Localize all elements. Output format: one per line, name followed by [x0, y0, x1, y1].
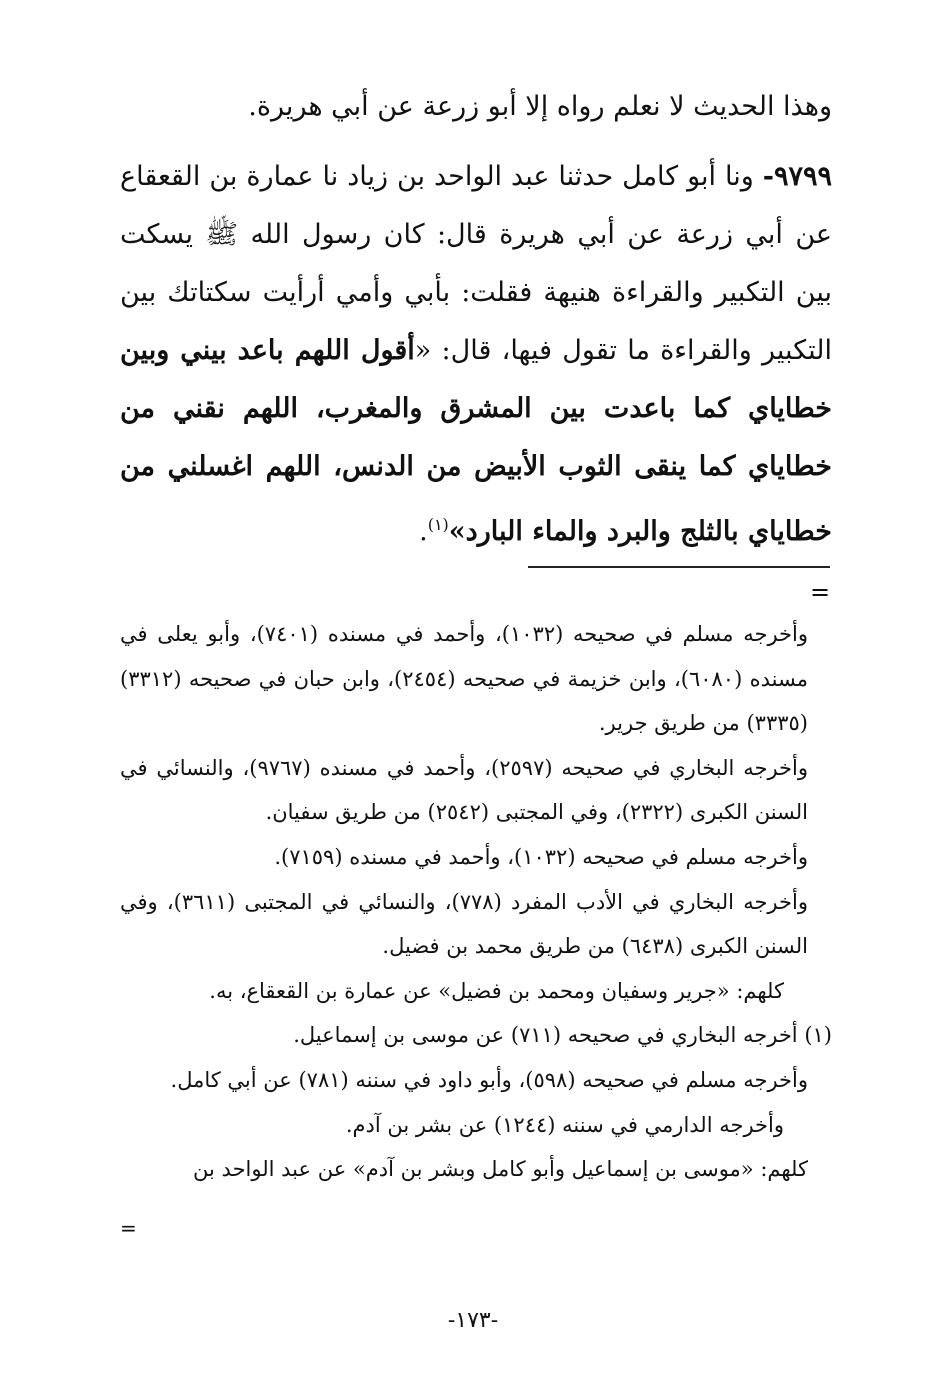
- hadith-quote: أقول اللهم باعد بيني وبين خطاياي كما باعدت بين المشرق والمغرب، اللهم نقني من خطاياي كما ينقى الثوب الأبيض من الدنس، اللهم اغسلني من خطاياي بالثلج والبرد والماء البارد: [120, 335, 832, 547]
- hadith-end: .: [419, 516, 428, 547]
- hadith-paragraph: [120, 148, 832, 561]
- footnote-line: وأخرجه مسلم في صحيحه (٥٩٨)، وأبو داود في سننه (٧٨١) عن أبي كامل.: [170, 1067, 808, 1092]
- continued-from-mark: =: [810, 578, 831, 606]
- footnote-line: وأخرجه البخاري في صحيحه (٢٥٩٧)، وأحمد في مسنده (٩٧٦٧)، والنسائي في السنن الكبرى (٢٣٢٢)، وفي المجتبى (٢٥٤٢) من طريق سفيان.: [120, 755, 808, 825]
- footnote-line: وأخرجه مسلم في صحيحه (١٠٣٢)، وأحمد في مسنده (٧٤٠١)، وأبو يعلى في مسنده (٦٠٨٠)، وابن خزيمة في صحيحه (٢٤٥٤)، وابن حبان في صحيحه (٣٣١٢) (٣٣٣٥) من طريق جرير.: [120, 622, 808, 736]
- footnotes: [120, 612, 832, 1192]
- continued-on-next-mark: =: [120, 1216, 137, 1240]
- hadith-number: ٩٧٩٩-: [762, 161, 832, 192]
- intro-paragraph: وهذا الحديث لا نعلم رواه إلا أبو زرعة عن أبي هريرة.: [248, 91, 832, 122]
- footnote-rule: [528, 566, 830, 568]
- footnote-line: وأخرجه البخاري في الأدب المفرد (٧٧٨)، والنسائي في المجتبى (٣٦١١)، وفي السنن الكبرى (٦٤٣٨) من طريق محمد بن فضيل.: [120, 889, 808, 959]
- footnote-line: (١) أخرجه البخاري في صحيحه (٧١١) عن موسى بن إسماعيل.: [293, 1023, 832, 1048]
- footnote-line: كلهم: «موسى بن إسماعيل وأبو كامل وبشر بن آدم» عن عبد الواحد بن: [193, 1157, 808, 1182]
- hadith-text: ونا أبو كامل حدثنا عبد الواحد بن زياد نا عمارة بن القعقاع عن أبي زرعة عن أبي هريرة قال: كان رسول الله ﷺ يسكت بين التكبير والقراءة هنيهة فقلت: بأبي وأمي أرأيت سكتاتك بين التكبير والقراءة ما تقول فيها، قال: «: [120, 161, 832, 366]
- footnote-line: وأخرجه الدارمي في سننه (١٢٤٤) عن بشر بن آدم.: [345, 1112, 784, 1137]
- footnote-ref[interactable]: (١): [427, 515, 449, 534]
- footnote-line: كلهم: «جرير وسفيان ومحمد بن فضيل» عن عمارة بن القعقاع، به.: [209, 978, 784, 1003]
- footnote-line: وأخرجه مسلم في صحيحه (١٠٣٢)، وأحمد في مسنده (٧١٥٩).: [274, 844, 808, 869]
- quote-close: »: [448, 516, 466, 547]
- main-text: [120, 78, 832, 561]
- page-number: -١٧٣-: [447, 1308, 499, 1333]
